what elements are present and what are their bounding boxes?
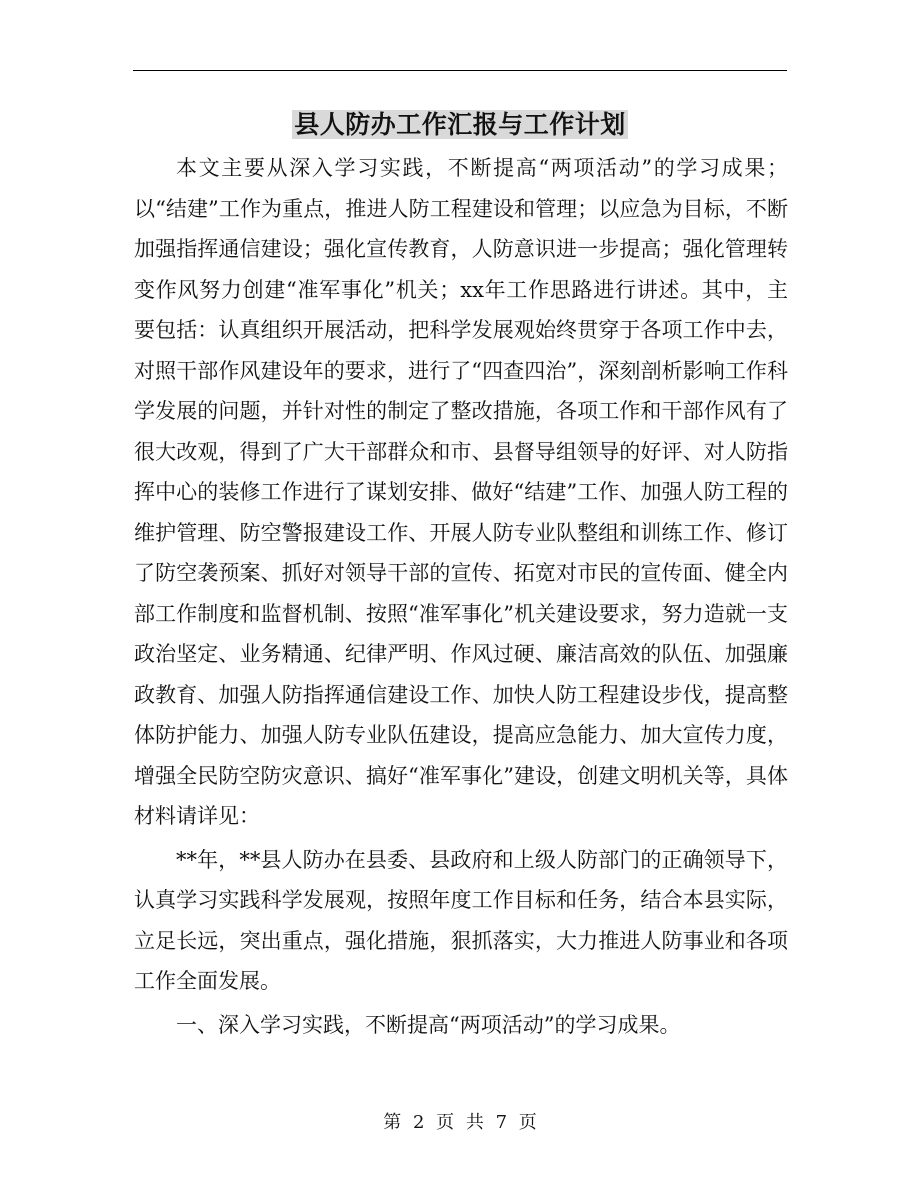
page-number-label: 第 2 页 共 7 页 xyxy=(383,1112,537,1133)
document-body xyxy=(134,148,788,1045)
header-rule xyxy=(133,70,787,71)
page-footer xyxy=(0,1108,920,1138)
document-title-text: 县人防办工作汇报与工作计划 xyxy=(294,110,626,139)
document-title xyxy=(0,106,920,144)
paragraph-intro: **年，**县人防办在县委、县政府和上级人防部门的正确领导下，认真学习实践科学发展观，按照年度工作目标和任务，结合本县实际，立足长远，突出重点，强化措施，狠抓落实，大力推进人防事业和各项工作全面发展。 xyxy=(134,847,788,993)
paragraph-summary: 本文主要从深入学习实践，不断提高“两项活动”的学习成果；以“结建”工作为重点，推进人防工程建设和管理；以应急为目标，不断加强指挥通信建设；强化宣传教育，人防意识进一步提高；强化管理转变作风努力创建“准军事化”机关；xx年工作思路进行讲述。其中，主要包括：认真组织开展活动，把科学发展观始终贯穿于各项工作中去，对照干部作风建设年的要求，进行了“四查四治”，深刻剖析影响工作科学发展的问题，并针对性的制定了整改措施，各项工作和干部作风有了很大改观，得到了广大干部群众和市、县督导组领导的好评、对人防指挥中心的装修工作进行了谋划安排、做好“结建”工作、加强人防工程的维护管理、防空警报建设工作、开展人防专业队整组和训练工作、修订了防空袭预案、抓好对领导干部的宣传、拓宽对市民的宣传面、健全内部工作制度和监督机制、按照“准军事化”机关建设要求，努力造就一支政治坚定、业务精通、纪律严明、作风过硬、廉洁高效的队伍、加强廉政教育、加强人防指挥通信建设工作、加快人防工程建设步伐，提高整体防护能力、加强人防专业队伍建设，提高应急能力、加大宣传力度，增强全民防空防灾意识、搞好“准军事化”建设，创建文明机关等，具体材料请详见： xyxy=(134,156,788,828)
paragraph-section-heading: 一、深入学习实践，不断提高“两项活动”的学习成果。 xyxy=(176,1012,681,1037)
